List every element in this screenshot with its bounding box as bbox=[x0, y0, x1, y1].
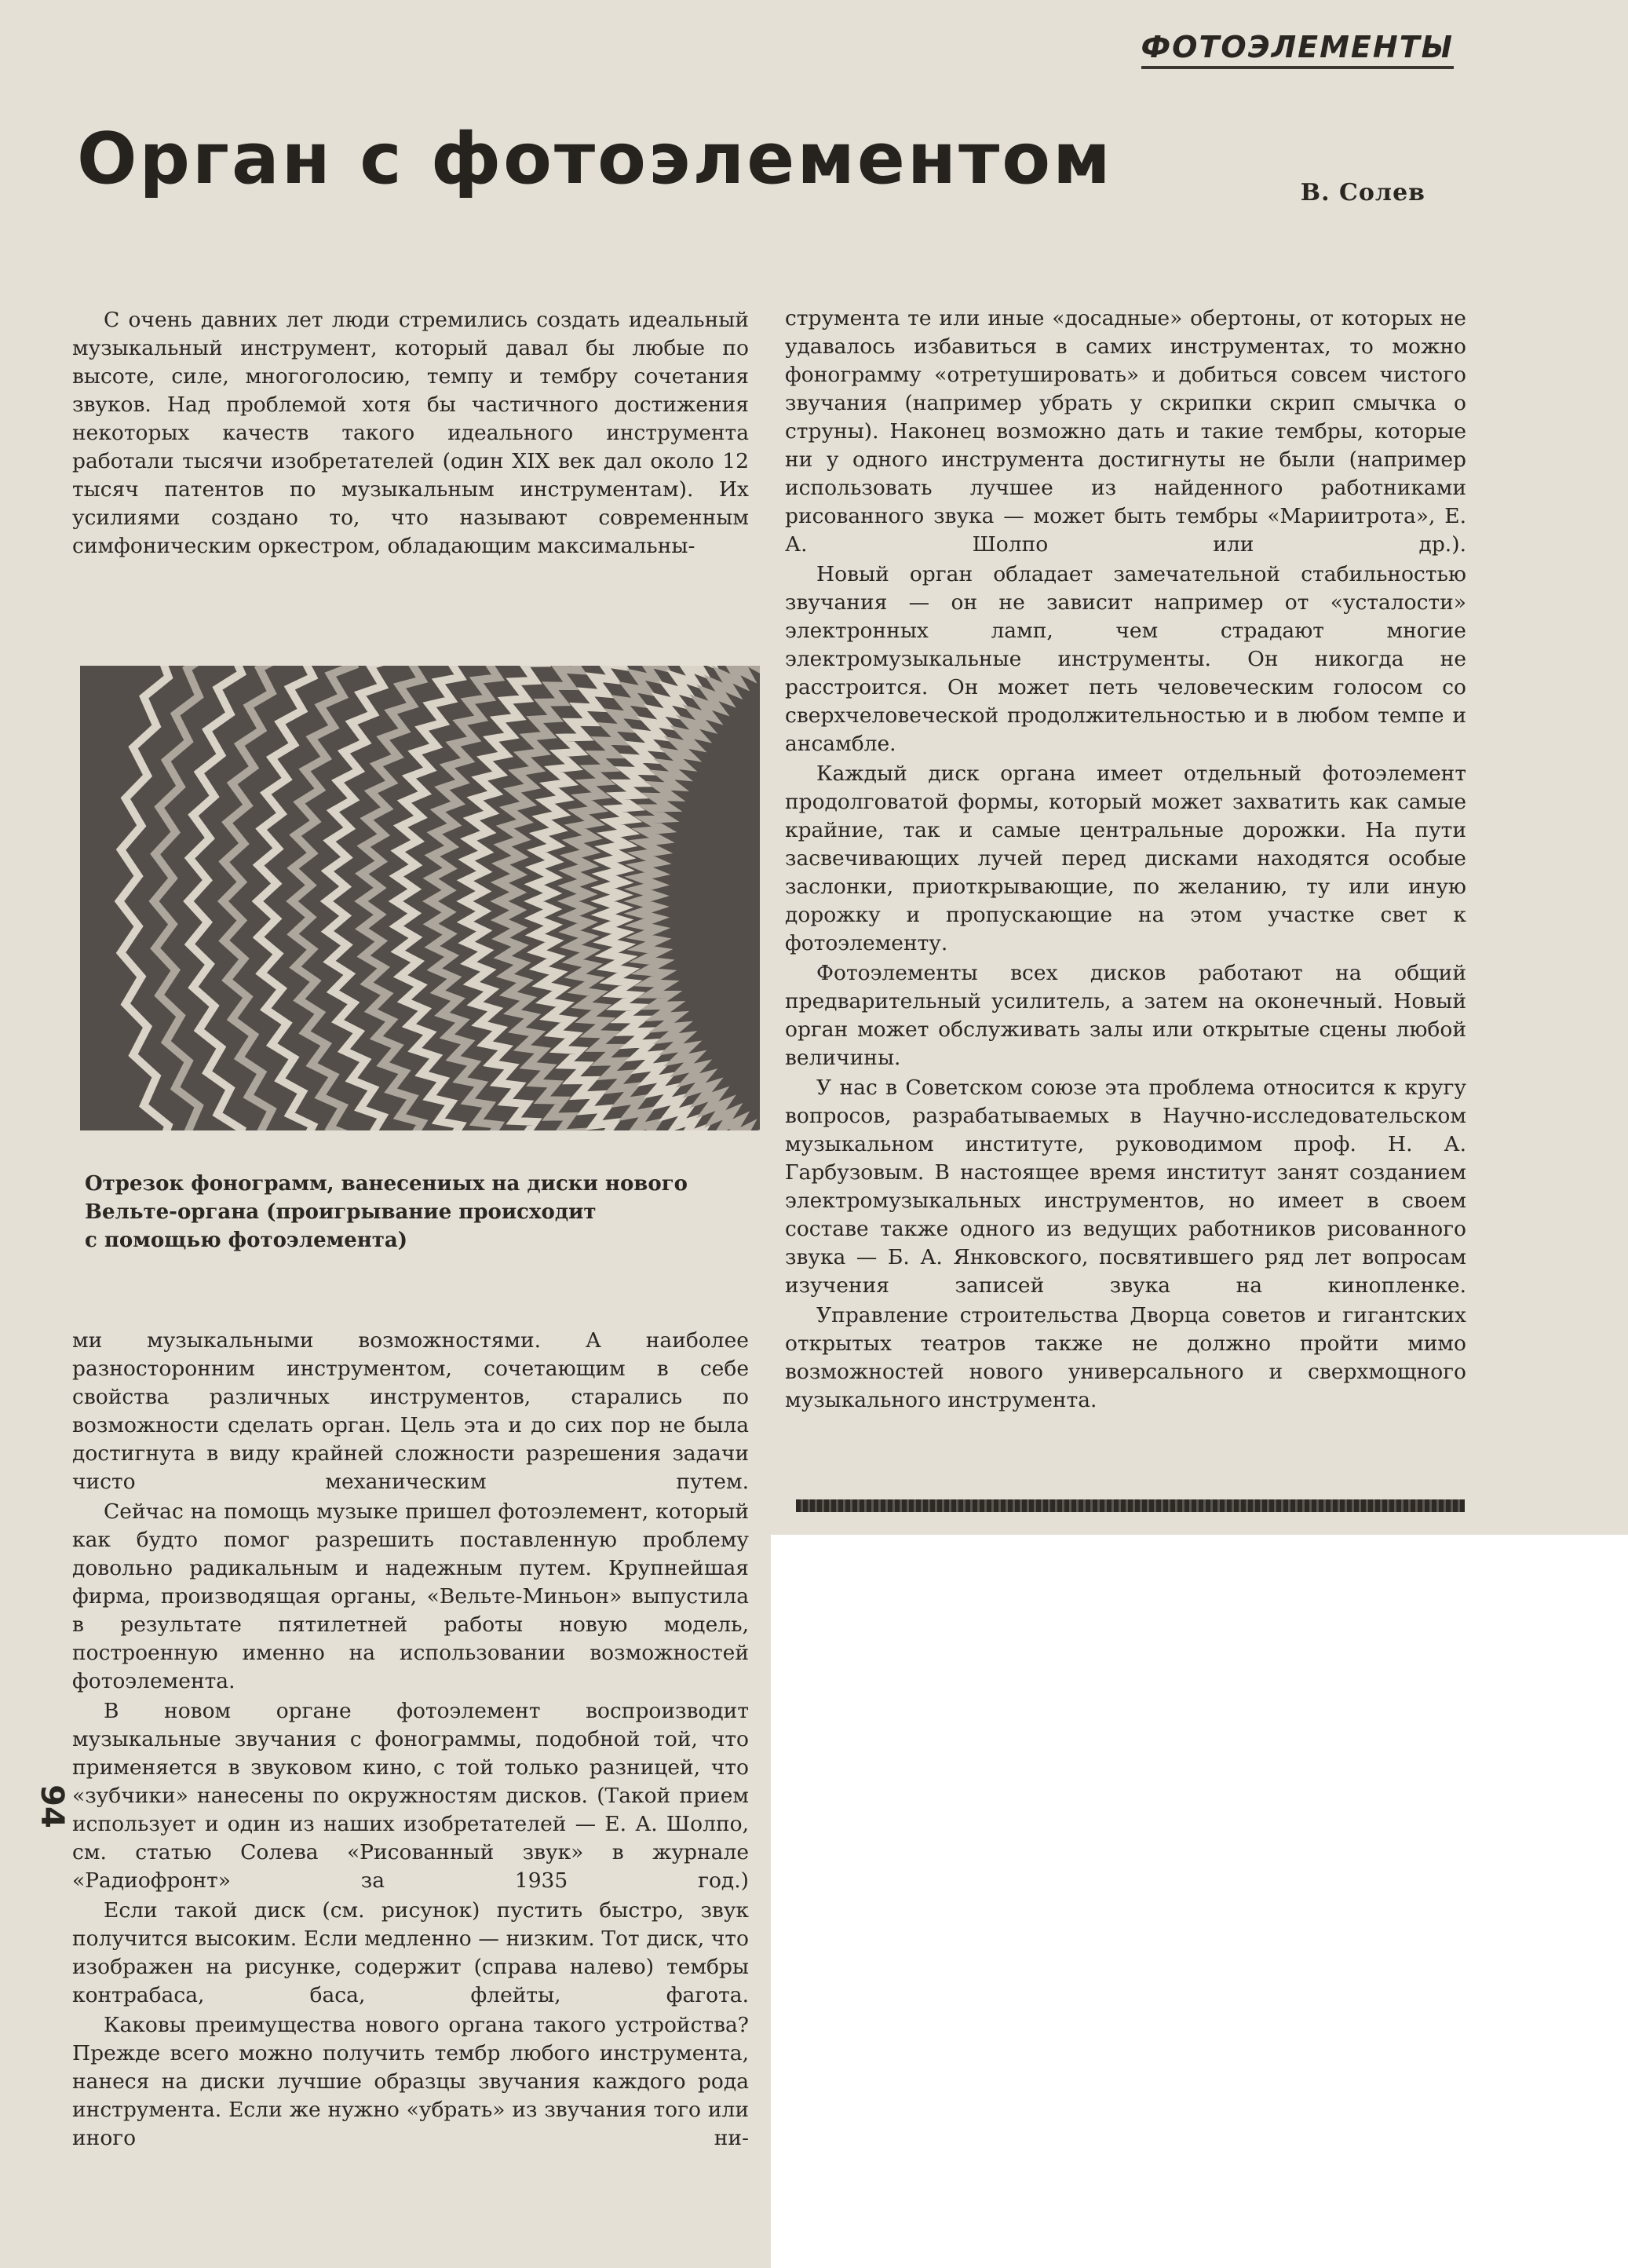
paragraph: Если такой диск (см. рисунок) пустить быстро, звук получится высоким. Если медленно — низким. Тот диск, что изображен на рисунке, содержит (справа налево) тембры контрабаса, баса, флейты, фагота. bbox=[72, 1898, 749, 2007]
page-number: 94 bbox=[33, 1784, 70, 1828]
end-of-article-rule bbox=[796, 1499, 1465, 1512]
paragraph: струмента те или иные «досадные» обертоны, от которых не удавалось избавиться в самих инструментах, то можно фонограмму «отретушировать» и добиться совсем чистого звучания (например убрать у скрипки скрип смычка о струны). Наконец возможно дать и такие тембры, которые ни у одного инструмента достигнуты не были (например использовать лучшее из найденного работниками рисованного звука — может быть тембры «Мариитрота», Е. А. Шолпо или др.). bbox=[785, 306, 1466, 557]
caption-line: Отрезок фонограмм, ванесениых на диски нового bbox=[85, 1172, 688, 1196]
paragraph: Каковы преимущества нового органа такого устройства? Прежде всего можно получить тембр любого инструмента, нанеся на диски лучшие образцы звучания каждого рода инструмента. Если же нужно «убрать» из звучания того или иного ни- bbox=[72, 2013, 749, 2150]
paragraph: ми музыкальными возможностями. А наиболее разносторонним инструментом, сочетающим в себе свойства различных инструментов, старались по возможности сделать орган. Цель эта и до сих пор не была достигнута в виду крайней сложности разрешения задачи чисто механическим путем. bbox=[72, 1328, 749, 1494]
paragraph: С очень давних лет люди стремились создать идеальный музыкальный инструмент, который давал бы любые по высоте, силе, многоголосию, темпу и тембру сочетания звуков. Над проблемой хотя бы частичного достижения некоторых качеств такого идеального инструмента работали тысячи изобретателей (один XIX век дал около 12 тысяч патентов по музыкальным инструментам). Их усилиями создано то, что называют современным симфоническим оркестром, обладающим максимальны- bbox=[72, 308, 749, 558]
photo-sheen bbox=[80, 666, 760, 1130]
article-author: В. Солев bbox=[1300, 179, 1425, 206]
figure-caption bbox=[85, 1170, 760, 1255]
phonogram-disc-illustration bbox=[80, 666, 760, 1130]
phonogram-disc-photo bbox=[80, 666, 760, 1130]
paragraph: Каждый диск органа имеет отдельный фотоэлемент продолговатой формы, который может захватить как самые крайние, так и самые центральные дорожки. На пути засвечивающих лучей перед дисками находятся особые заслонки, приоткрывающие, по желанию, ту или иную дорожку и пропускающие на этом участке свет к фотоэлементу. bbox=[785, 761, 1466, 955]
column-a bbox=[72, 306, 749, 561]
column-b bbox=[72, 1327, 749, 2153]
article-title: Орган с фотоэлементом bbox=[77, 118, 1113, 200]
column-c bbox=[785, 305, 1466, 1415]
paragraph: Фотоэлементы всех дисков работают на общий предварительный усилитель, а затем на оконечный. Новый орган может обслуживать залы или открытые сцены любой величины. bbox=[785, 961, 1466, 1070]
caption-line: с помощью фотоэлемента) bbox=[85, 1229, 408, 1252]
paragraph: Новый орган обладает замечательной стабильностью звучания — он не зависит например от «усталости» электронных ламп, чем страдают многие электромузыкальные инструменты. Он никогда не расстроится. Он может петь человеческим голосом со сверхчеловеческой продолжительностью и в любом темпе и ансамбле. bbox=[785, 562, 1466, 756]
paragraph: Сейчас на помощь музыке пришел фотоэлемент, который как будто помог разрешить поставленную проблему довольно радикальным и надежным путем. Крупнейшая фирма, производящая органы, «Вельте-Миньон» выпустила в результате пятилетней работы новую модель, построенную именно на использовании возможностей фотоэлемента. bbox=[72, 1499, 749, 1693]
caption-line: Вельте-органа (проигрывание происходит bbox=[85, 1200, 597, 1224]
paragraph: Управление строительства Дворца советов и гигантских открытых театров также не должно пройти мимо возможностей нового универсального и сверхмощного музыкального инструмента. bbox=[785, 1303, 1466, 1412]
paragraph: В новом органе фотоэлемент воспроизводит музыкальные звучания с фонограммы, подобной той, что применяется в звуковом кино, с той только разницей, что «зубчики» нанесены по окружностям дисков. (Такой прием использует и один из наших изобретателей — Е. А. Шолпо, см. статью Солева «Рисованный звук» в журнале «Радиофронт» за 1935 год.) bbox=[72, 1699, 749, 1893]
section-label: ФОТОЭЛЕМЕНТЫ bbox=[1141, 30, 1454, 64]
paragraph: У нас в Советском союзе эта проблема относится к кругу вопросов, разрабатываемых в Научно-исследовательском музыкальном институте, руководимом проф. Н. А. Гарбузовым. В настоящее время институт занят созданием электромузыкальных инструментов, но имеет в своем составе также одного из ведущих работников рисованного звука — Б. А. Янковского, посвятившего ряд лет вопросам изучения записей звука на кинопленке. bbox=[785, 1076, 1466, 1298]
